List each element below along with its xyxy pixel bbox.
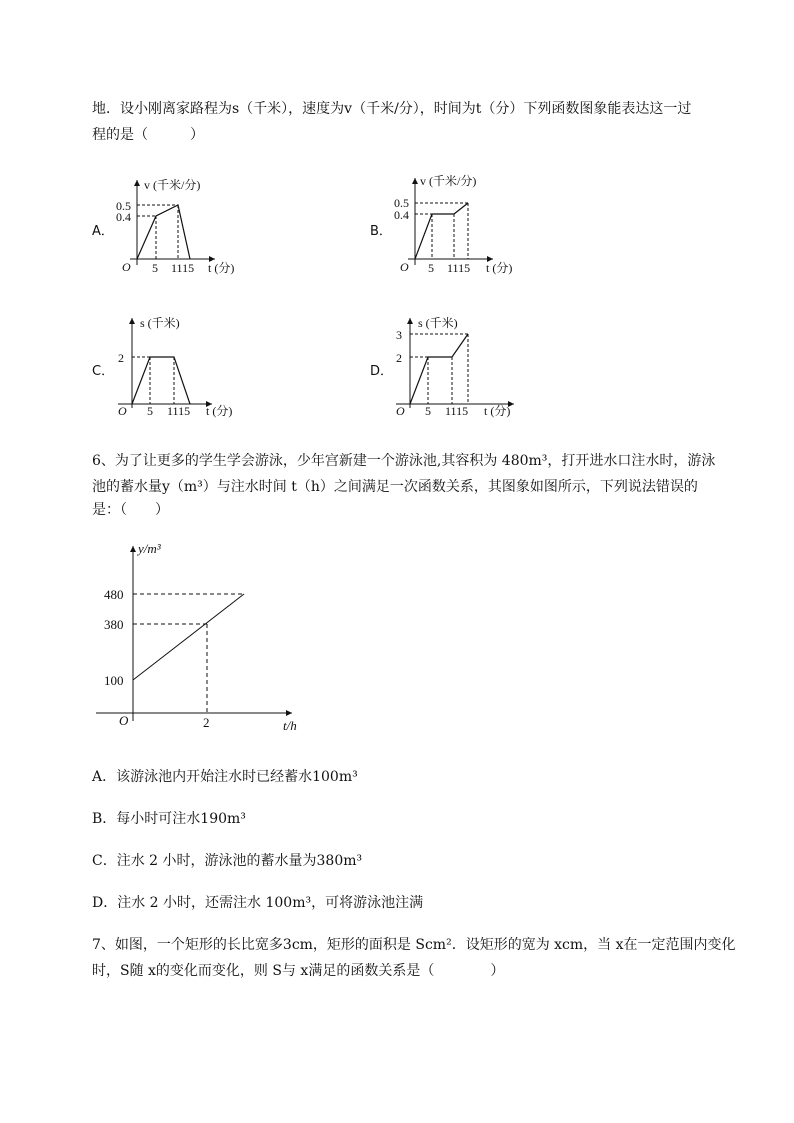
origin-label: O [400, 260, 409, 274]
series-line [132, 357, 190, 404]
tick-label: 5 [147, 404, 153, 418]
tick-label: 5 [428, 261, 434, 275]
origin-label: O [396, 404, 405, 418]
tick-label: 5 [152, 261, 158, 275]
y-axis-label: v (千米/分) [144, 178, 201, 192]
origin-label: O [122, 260, 131, 274]
origin-label: O [119, 713, 129, 728]
series-line [137, 205, 190, 259]
graph-a [110, 170, 260, 280]
option-c-letter: C． [92, 364, 115, 379]
series-line [410, 334, 468, 404]
tick-label: 2 [396, 351, 402, 365]
q6-line2: 池的蓄水量y（m³）与注水时间 t（h）之间满足一次函数关系，其图象如图所示，下列说法错误的 [92, 479, 698, 495]
series-line [415, 203, 468, 259]
y-axis-label: v (千米/分) [420, 174, 477, 188]
q7-line2: 时，S随 x的变化而变化，则 S与 x满足的函数关系是（ ） [92, 963, 505, 979]
graph-d [388, 310, 538, 422]
q6-line3: 是：（ ） [92, 502, 169, 518]
tick-label: 0.5 [394, 196, 409, 210]
q6-option-a: A．该游泳池内开始注水时已经蓄水100m³ [92, 769, 358, 785]
q6-option-b: B．每小时可注水190m³ [92, 811, 246, 827]
tick-label: 0.4 [394, 208, 409, 222]
tick-label: 0.5 [116, 199, 131, 213]
tick-label: 0.4 [116, 210, 131, 224]
tick-label: 2 [118, 351, 124, 365]
tick-label: 1115 [447, 261, 471, 275]
option-d-letter: D． [370, 364, 394, 379]
y-axis-label: s (千米) [140, 316, 180, 330]
graph-b [388, 168, 538, 280]
option-b-letter: B． [370, 224, 392, 239]
q5-intro-line2: 程的是（ ） [92, 127, 204, 143]
x-axis-label: t/h [283, 718, 297, 733]
y-axis-label: y/m³ [138, 541, 161, 556]
x-axis-label: t (分) [208, 261, 235, 275]
tick-label: 380 [104, 617, 124, 632]
tick-label: 1115 [445, 404, 469, 418]
q7-line1: 7、如图，一个矩形的长比宽多3cm，矩形的面积是 Scm²．设矩形的宽为 xcm，当 x在一定范围内变化 [92, 937, 736, 953]
q6-option-d: D．注水 2 小时，还需注水 100m³，可将游泳池注满 [92, 895, 424, 911]
option-a-letter: A． [92, 224, 114, 239]
tick-label: 3 [396, 328, 402, 342]
tick-label: 5 [425, 404, 431, 418]
series-line [133, 594, 244, 680]
q5-intro-line1: 地．设小刚离家路程为s（千米），速度为v（千米/分），时间为t（分）下列函数图象能表达这一过 [92, 101, 692, 117]
x-axis-label: t (分) [206, 404, 233, 418]
q6-option-c: C．注水 2 小时，游泳池的蓄水量为380m³ [92, 853, 363, 869]
tick-label: 2 [203, 715, 210, 730]
graph-c [110, 310, 260, 422]
x-axis-label: t (分) [484, 404, 511, 418]
tick-label: 480 [104, 587, 124, 602]
y-axis-label: s (千米) [418, 316, 458, 330]
tick-label: 1115 [167, 404, 191, 418]
graph-q6 [92, 538, 322, 738]
x-axis-label: t (分) [486, 261, 513, 275]
tick-label: 1115 [171, 261, 195, 275]
tick-label: 100 [104, 673, 124, 688]
q6-line1: 6、为了让更多的学生学会游泳，少年宫新建一个游泳池,其容积为 480m³，打开进水口注水时，游泳 [92, 453, 716, 469]
origin-label: O [118, 404, 127, 418]
